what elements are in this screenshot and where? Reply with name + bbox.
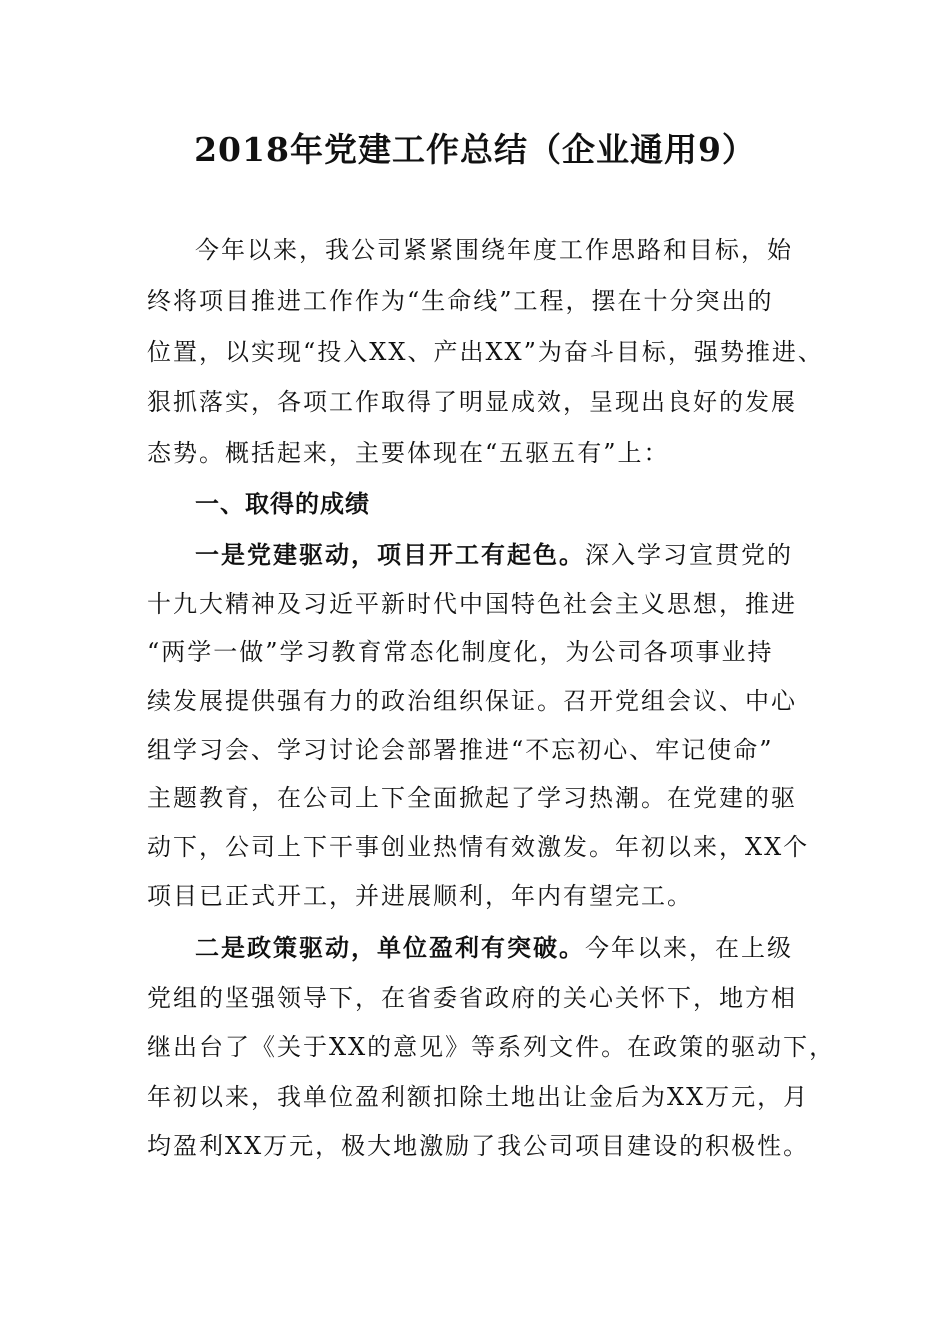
document-title: 2018年党建工作总结（企业通用9） <box>194 130 756 169</box>
item1-line: 主题教育，在公司上下全面掀起了学习热潮。在党建的驱 <box>147 784 797 812</box>
item2-first-line-rest: 今年以来，在上级 <box>585 934 793 962</box>
item1-line: 组学习会、学习讨论会部署推进“不忘初心、牢记使命” <box>147 736 774 764</box>
intro-line: 狠抓落实，各项工作取得了明显成效，呈现出良好的发展 <box>147 388 797 416</box>
item1-line: 项目已正式开工，并进展顺利，年内有望完工。 <box>147 882 693 910</box>
item2-line: 均盈利XX万元，极大地激励了我公司项目建设的积极性。 <box>147 1132 810 1160</box>
item1-lead: 一是党建驱动，项目开工有起色。 <box>195 540 585 569</box>
item2-line: 继出台了《关于XX的意见》等系列文件。在政策的驱动下， <box>147 1033 836 1061</box>
item1-line: 十九大精神及习近平新时代中国特色社会主义思想，推进 <box>147 590 797 618</box>
item1-line: 动下，公司上下干事创业热情有效激发。年初以来，XX个 <box>147 833 810 861</box>
item2-line: 年初以来，我单位盈利额扣除土地出让金后为XX万元，月 <box>147 1083 810 1111</box>
intro-line: 态势。概括起来，主要体现在“五驱五有”上： <box>147 439 670 467</box>
item1-first-line-rest: 深入学习宣贯党的 <box>585 541 793 569</box>
intro-line: 终将项目推进工作作为“生命线”工程，摆在十分突出的 <box>147 287 774 315</box>
item1-line: 续发展提供强有力的政治组织保证。召开党组会议、中心 <box>147 687 797 715</box>
intro-line: 今年以来，我公司紧紧围绕年度工作思路和目标，始 <box>195 236 793 264</box>
item2-first-line <box>195 931 793 965</box>
item2-lead: 二是政策驱动，单位盈利有突破。 <box>195 933 585 962</box>
intro-line: 位置，以实现“投入XX、产出XX”为奋斗目标，强势推进、 <box>147 338 824 366</box>
item1-first-line <box>195 538 793 572</box>
item1-line: “两学一做”学习教育常态化制度化，为公司各项事业持 <box>147 638 774 666</box>
section-heading: 一、取得的成绩 <box>195 490 370 518</box>
item2-line: 党组的坚强领导下，在省委省政府的关心关怀下，地方相 <box>147 984 797 1012</box>
